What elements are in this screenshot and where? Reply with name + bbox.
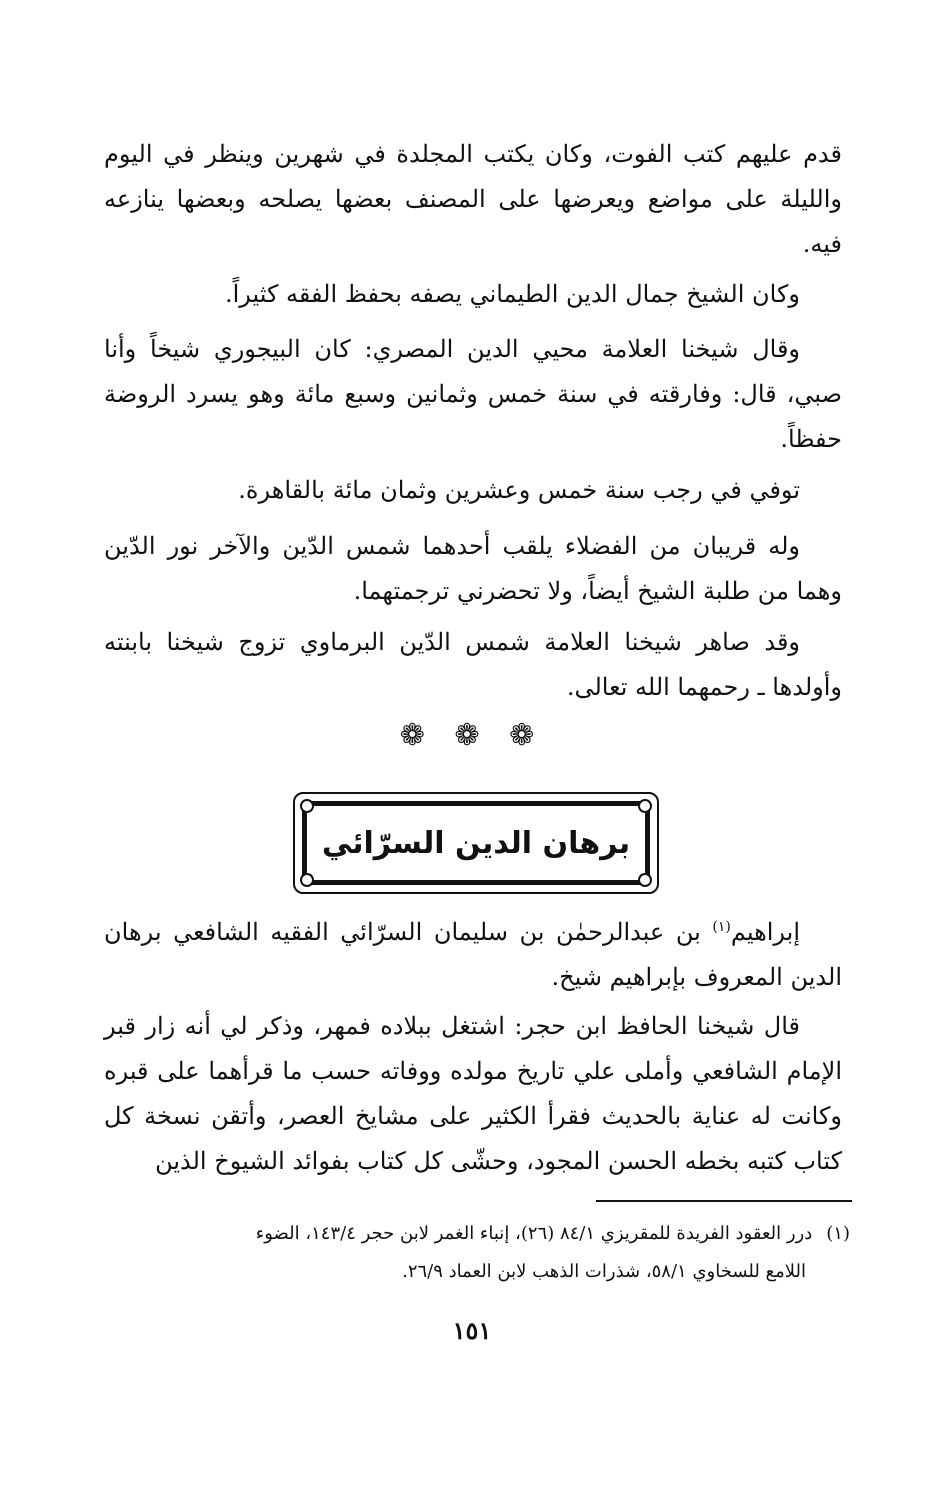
paragraph-last	[104, 1004, 842, 1184]
footnotes	[104, 1215, 850, 1291]
footnote-text-line1: درر العقود الفريدة للمقريزي ٨٤/١ (٢٦)، إنباء الغمر لابن حجر ١٤٣/٤، الضوء	[255, 1223, 813, 1244]
entry-heading-paragraph	[104, 910, 842, 1000]
paragraph-3	[104, 327, 842, 462]
paragraph-text: قال شيخنا الحافظ ابن حجر: اشتغل ببلاده فمهر، وذكر لي أنه زار قبر الإمام الشافعي وأملى علي تاريخ مولده ووفاته حسب ما قرأهما على قبره وكانت له عناية بالحديث فقرأ الكثير على مشايخ العصر، وأتقن نسخة كل كتاب كتبه بخطه الحسن المجود، وحشّى كل كتاب بفوائد الشيوخ الذين	[104, 1012, 842, 1175]
paragraph-text: وكان الشيخ جمال الدين الطيماني يصفه بحفظ الفقه كثيراً.	[224, 280, 800, 308]
footnote-reference[interactable]: (١)	[712, 919, 731, 935]
section-title: برهان الدين السرّائي	[321, 825, 631, 861]
paragraph-text: وقد صاهر شيخنا العلامة شمس الدّين البرماوي تزوج شيخنا بابنته وأولدها ـ رحمهما الله تعالى.	[104, 628, 842, 701]
entry-name: إبراهيم	[730, 918, 800, 946]
paragraph-1	[104, 132, 842, 267]
paragraph-text: وله قريبان من الفضلاء يلقب أحدهما شمس الدّين والآخر نور الدّين وهما من طلبة الشيخ أيضاً، ولا تحضرني ترجمتهما.	[104, 532, 842, 605]
footnote-line-1	[104, 1215, 850, 1253]
entry-rest: بن عبدالرحمٰن بن سليمان السرّائي الفقيه الشافعي برهان الدين المعروف بإبراهيم شيخ.	[104, 918, 842, 991]
footnote-divider	[596, 1200, 852, 1202]
corner-ornament	[300, 873, 314, 887]
paragraph-text: توفي في رجب سنة خمس وعشرين وثمان مائة بالقاهرة.	[238, 476, 800, 504]
paragraph-2	[104, 272, 842, 317]
section-separator-ornament: ❁ ❁ ❁	[399, 718, 545, 753]
paragraph-text: وقال شيخنا العلامة محيي الدين المصري: كان البيجوري شيخاً وأنا صبي، قال: وفارقته في سنة خمس وثمانين وسبع مائة وهو يسرد الروضة حفظاً.	[104, 335, 842, 453]
footnote-number: (١)	[826, 1223, 850, 1244]
corner-ornament	[300, 799, 314, 813]
section-title-inner-border	[302, 801, 650, 885]
corner-ornament	[638, 799, 652, 813]
paragraph-4	[104, 468, 842, 513]
section-title-frame	[293, 792, 659, 894]
corner-ornament	[638, 873, 652, 887]
page-number: ١٥١	[452, 1316, 492, 1345]
paragraph-5	[104, 524, 842, 614]
footnote-line-2: اللامع للسخاوي ٥٨/١، شذرات الذهب لابن العماد ٢٦/٩.	[402, 1261, 806, 1282]
paragraph-text: قدم عليهم كتب الفوت، وكان يكتب المجلدة في شهرين وينظر في اليوم والليلة على مواضع ويعرضها على المصنف بعضها يصلحه وبعضها ينازعه فيه.	[104, 140, 842, 258]
entry-text	[104, 910, 842, 1000]
paragraph-6	[104, 620, 842, 710]
